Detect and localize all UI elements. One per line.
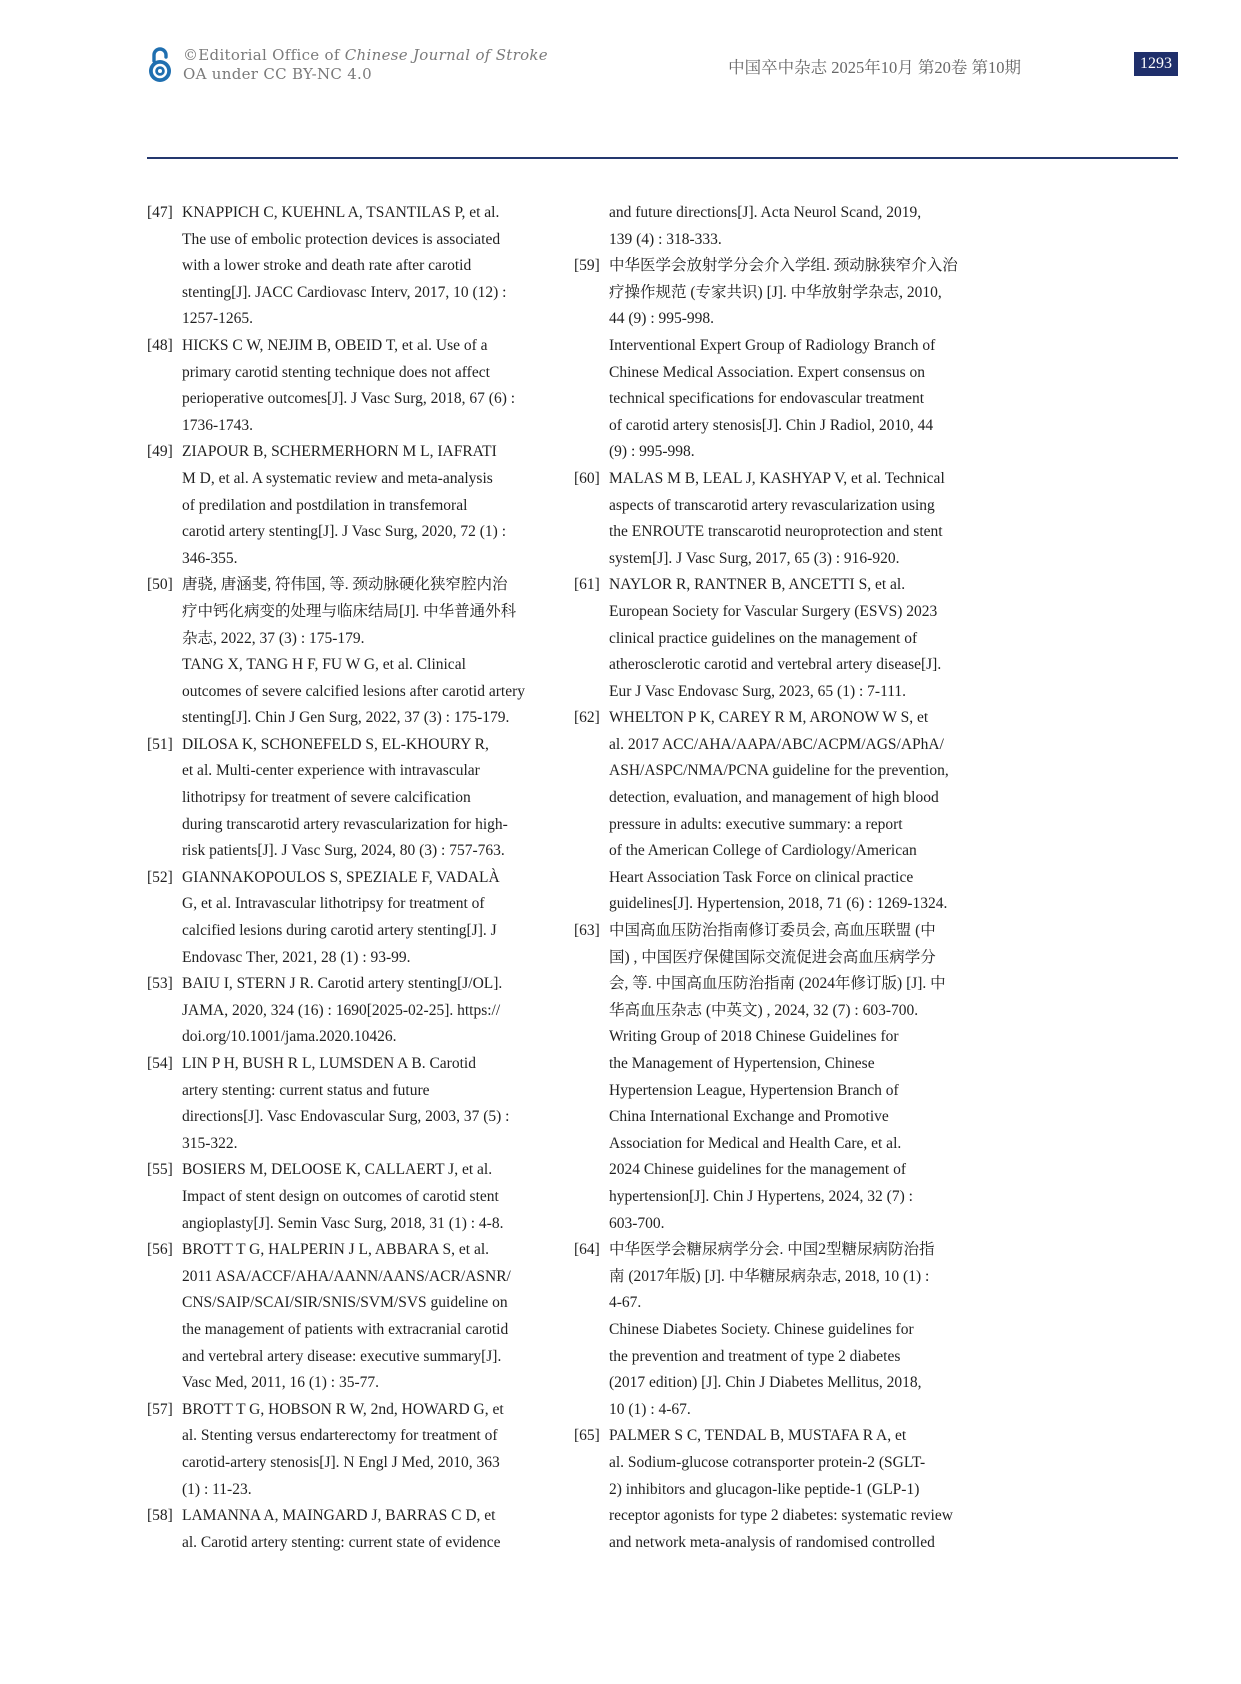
reference-line: Writing Group of 2018 Chinese Guidelines for [609,1028,899,1046]
reference-entry [574,705,974,918]
reference-line: 中华医学会糖尿病学分会. 中国2型糖尿病防治指 [609,1241,935,1259]
reference-line: TANG X, TANG H F, FU W G, et al. Clinical [182,656,466,674]
reference-entry [574,253,974,466]
reference-line: NAYLOR R, RANTNER B, ANCETTI S, et al. [609,576,906,594]
reference-line: 中国高血压防治指南修订委员会, 高血压联盟 (中 [609,922,936,940]
reference-line: 杂志, 2022, 37 (3) : 175-179. [182,629,365,647]
reference-line: the prevention and treatment of type 2 diabetes [609,1347,901,1365]
reference-line: M D, et al. A systematic review and meta-analysis [182,469,493,487]
reference-line: Eur J Vasc Endovasc Surg, 2023, 65 (1) : 7-111. [609,682,907,700]
reference-line: al. Sodium-glucose cotransporter protein-2 (SGLT- [609,1453,926,1471]
reference-line: carotid-artery stenosis[J]. N Engl J Med, 2010, 363 [182,1453,500,1471]
reference-line: MALAS M B, LEAL J, KASHYAP V, et al. Technical [609,469,945,487]
reference-line: detection, evaluation, and management of high blood [609,789,939,807]
reference-line: European Society for Vascular Surgery (ESVS) 2023 [609,602,938,620]
reference-line: Vasc Med, 2011, 16 (1) : 35-77. [182,1374,380,1392]
reference-line: pressure in adults: executive summary: a report [609,815,903,833]
reference-line: aspects of transcarotid artery revascularization using [609,496,935,514]
reference-entry [574,1237,974,1423]
reference-line: BOSIERS M, DELOOSE K, CALLAERT J, et al. [182,1161,493,1179]
reference-number: [50] [147,576,173,594]
reference-line: 疗中钙化病变的处理与临床结局[J]. 中华普通外科 [182,602,517,620]
reference-line: Hypertension League, Hypertension Branch of [609,1081,899,1099]
reference-line: KNAPPICH C, KUEHNL A, TSANTILAS P, et al. [182,204,500,221]
reference-line: guidelines[J]. Hypertension, 2018, 71 (6) : 1269-1324. [609,895,948,913]
reference-entry [147,1397,550,1503]
reference-line: the ENROUTE transcarotid neuroprotection and stent [609,523,943,541]
reference-line: technical specifications for endovascular treatment [609,390,925,408]
reference-line: receptor agonists for type 2 diabetes: systematic review [609,1507,953,1525]
reference-line: WHELTON P K, CAREY R M, ARONOW W S, et [609,709,929,727]
reference-line: stenting[J]. JACC Cardiovasc Interv, 2017, 10 (12) : [182,283,507,301]
reference-line: ZIAPOUR B, SCHERMERHORN M L, IAFRATI [182,443,497,461]
reference-line: Chinese Diabetes Society. Chinese guidelines for [609,1320,914,1338]
reference-line: the Management of Hypertension, Chinese [609,1055,875,1072]
journal-name: Chinese Journal of Stroke [344,46,548,64]
reference-line: (9) : 995-998. [609,443,695,461]
reference-line: primary carotid stenting technique does not affect [182,363,490,381]
reference-line: Interventional Expert Group of Radiology Branch of [609,336,936,354]
reference-entry [574,572,974,705]
copyright-line [183,46,548,65]
reference-line: BROTT T G, HOBSON R W, 2nd, HOWARD G, et [182,1400,504,1418]
reference-line: DILOSA K, SCHONEFELD S, EL-KHOURY R, [182,735,489,753]
reference-column-left [147,200,550,1556]
reference-line: 2024 Chinese guidelines for the management of [609,1161,907,1179]
reference-entry [147,1051,550,1157]
reference-line: 44 (9) : 995-998. [609,310,715,328]
copyright-notice [183,46,548,84]
reference-number: [52] [147,868,173,886]
reference-line: (1) : 11-23. [182,1480,252,1498]
reference-number: [59] [574,257,600,275]
reference-line: 唐骁, 唐涵斐, 符伟国, 等. 颈动脉硬化狭窄腔内治 [182,576,508,594]
reference-line: 4-67. [609,1294,642,1312]
reference-line: system[J]. J Vasc Surg, 2017, 65 (3) : 916-920. [609,549,900,567]
reference-line: al. Carotid artery stenting: current state of evidence [182,1533,501,1551]
reference-number: [63] [574,922,600,940]
reference-entry [574,200,974,253]
reference-entry [147,333,550,439]
reference-line: and network meta-analysis of randomised controlled [609,1533,935,1551]
reference-entry [147,865,550,971]
reference-line: perioperative outcomes[J]. J Vasc Surg, 2018, 67 (6) : [182,390,516,408]
reference-line: 1736-1743. [182,416,254,434]
reference-line: Endovasc Ther, 2021, 28 (1) : 93-99. [182,948,411,966]
reference-line: calcified lesions during carotid artery stenting[J]. J [182,922,497,940]
reference-line: carotid artery stenting[J]. J Vasc Surg, 2020, 72 (1) : [182,523,507,541]
reference-line: 139 (4) : 318-333. [609,230,722,248]
reference-line: Heart Association Task Force on clinical practice [609,868,914,886]
reference-line: 中华医学会放射学分会介入学组. 颈动脉狭窄介入治 [609,257,958,275]
reference-line: 2) inhibitors and glucagon-like peptide-1 (GLP-1) [609,1480,920,1498]
reference-line: 2011 ASA/ACCF/AHA/AANN/AANS/ACR/ASNR/ [182,1267,511,1285]
page-number: 1293 [1134,52,1178,76]
reference-line: BROTT T G, HALPERIN J L, ABBARA S, et al. [182,1241,490,1259]
reference-line: and vertebral artery disease: executive summary[J]. [182,1347,502,1365]
reference-line: Impact of stent design on outcomes of carotid stent [182,1187,499,1205]
reference-line: 315-322. [182,1134,238,1152]
reference-line: 国) , 中国医疗保健国际交流促进会高血压病学分 [609,948,936,966]
reference-number: [61] [574,576,600,594]
copyright-prefix: ©Editorial Office of [183,46,345,64]
reference-line: risk patients[J]. J Vasc Surg, 2024, 80 (3) : 757-763. [182,842,505,860]
reference-entry [147,1237,550,1397]
reference-entry [147,971,550,1051]
reference-number: [55] [147,1161,173,1179]
reference-line: Chinese Medical Association. Expert consensus on [609,363,925,381]
journal-issue: 中国卒中杂志 2025年10月 第20卷 第10期 [728,58,1021,77]
reference-line: (2017 edition) [J]. Chin J Diabetes Mellitus, 2018, [609,1374,922,1392]
reference-line: al. Stenting versus endarterectomy for treatment of [182,1427,498,1445]
header-rule [147,157,1178,159]
reference-line: 10 (1) : 4-67. [609,1400,691,1418]
reference-line: angioplasty[J]. Semin Vasc Surg, 2018, 31 (1) : 4-8. [182,1214,504,1232]
reference-line: BAIU I, STERN J R. Carotid artery stenting[J/OL]. [182,975,503,993]
reference-line: JAMA, 2020, 324 (16) : 1690[2025-02-25]. https:// [182,1001,501,1019]
reference-line: doi.org/10.1001/jama.2020.10426. [182,1028,397,1046]
reference-line: 603-700. [609,1214,665,1232]
reference-number: [53] [147,975,173,993]
reference-number: [48] [147,336,173,354]
reference-number: [62] [574,709,600,727]
reference-line: hypertension[J]. Chin J Hypertens, 2024, 32 (7) : [609,1187,913,1205]
reference-number: [64] [574,1241,600,1259]
reference-line: the management of patients with extracranial carotid [182,1320,509,1338]
reference-line: et al. Multi-center experience with intravascular [182,762,480,780]
reference-number: [56] [147,1241,173,1259]
reference-entry [147,1157,550,1237]
reference-line: LAMANNA A, MAINGARD J, BARRAS C D, et [182,1507,496,1525]
reference-line: LIN P H, BUSH R L, LUMSDEN A B. Carotid [182,1055,476,1072]
reference-line: 346-355. [182,549,238,567]
reference-number: [49] [147,443,173,461]
reference-entry [147,1503,550,1556]
reference-line: and future directions[J]. Acta Neurol Scand, 2019, [609,204,922,221]
reference-number: [57] [147,1400,173,1418]
reference-number: [47] [147,204,173,221]
reference-line: of predilation and postdilation in transfemoral [182,496,468,514]
reference-number: [54] [147,1055,173,1072]
open-access-lock-icon [146,46,174,84]
reference-line: directions[J]. Vasc Endovascular Surg, 2003, 37 (5) : [182,1108,510,1126]
reference-line: G, et al. Intravascular lithotripsy for treatment of [182,895,485,913]
reference-line: 南 (2017年版) [J]. 中华糖尿病杂志, 2018, 10 (1) : [609,1267,930,1285]
reference-entry [147,200,550,333]
reference-line: ASH/ASPC/NMA/PCNA guideline for the prevention, [609,762,949,780]
reference-entry [574,1423,974,1556]
reference-entry [147,439,550,572]
reference-line: China International Exchange and Promotive [609,1108,889,1126]
reference-line: outcomes of severe calcified lesions after carotid artery [182,682,525,700]
reference-entry [147,572,550,732]
reference-line: HICKS C W, NEJIM B, OBEID T, et al. Use of a [182,336,488,354]
reference-number: [51] [147,735,173,753]
reference-column-right [574,200,974,1556]
reference-line: 会, 等. 中国高血压防治指南 (2024年修订版) [J]. 中 [609,975,946,993]
reference-line: al. 2017 ACC/AHA/AAPA/ABC/ACPM/AGS/APhA/ [609,735,944,753]
reference-number: [65] [574,1427,600,1445]
reference-number: [60] [574,469,600,487]
reference-line: clinical practice guidelines on the management of [609,629,918,647]
reference-line: artery stenting: current status and future [182,1081,430,1099]
reference-line: 华高血压杂志 (中英文) , 2024, 32 (7) : 603-700. [609,1001,919,1019]
reference-entry [574,918,974,1237]
reference-line: The use of embolic protection devices is associated [182,230,501,248]
reference-line: atherosclerotic carotid and vertebral artery disease[J]. [609,656,942,674]
reference-entry [147,732,550,865]
reference-number: [58] [147,1507,173,1525]
reference-line: stenting[J]. Chin J Gen Surg, 2022, 37 (3) : 175-179. [182,709,510,727]
reference-line: of the American College of Cardiology/American [609,842,917,860]
reference-line: GIANNAKOPOULOS S, SPEZIALE F, VADALÀ [182,868,500,886]
reference-line: Association for Medical and Health Care, et al. [609,1134,902,1152]
reference-line: with a lower stroke and death rate after carotid [182,257,472,275]
license-line: OA under CC BY-NC 4.0 [183,65,372,83]
reference-line: of carotid artery stenosis[J]. Chin J Radiol, 2010, 44 [609,416,934,434]
reference-line: lithotripsy for treatment of severe calcification [182,789,471,807]
reference-line: PALMER S C, TENDAL B, MUSTAFA R A, et [609,1427,907,1445]
reference-line: CNS/SAIP/SCAI/SIR/SNIS/SVM/SVS guideline on [182,1294,508,1312]
reference-entry [574,466,974,572]
reference-line: 疗操作规范 (专家共识) [J]. 中华放射学杂志, 2010, [609,283,942,301]
reference-line: 1257-1265. [182,310,254,328]
reference-line: during transcarotid artery revascularization for high- [182,815,508,833]
